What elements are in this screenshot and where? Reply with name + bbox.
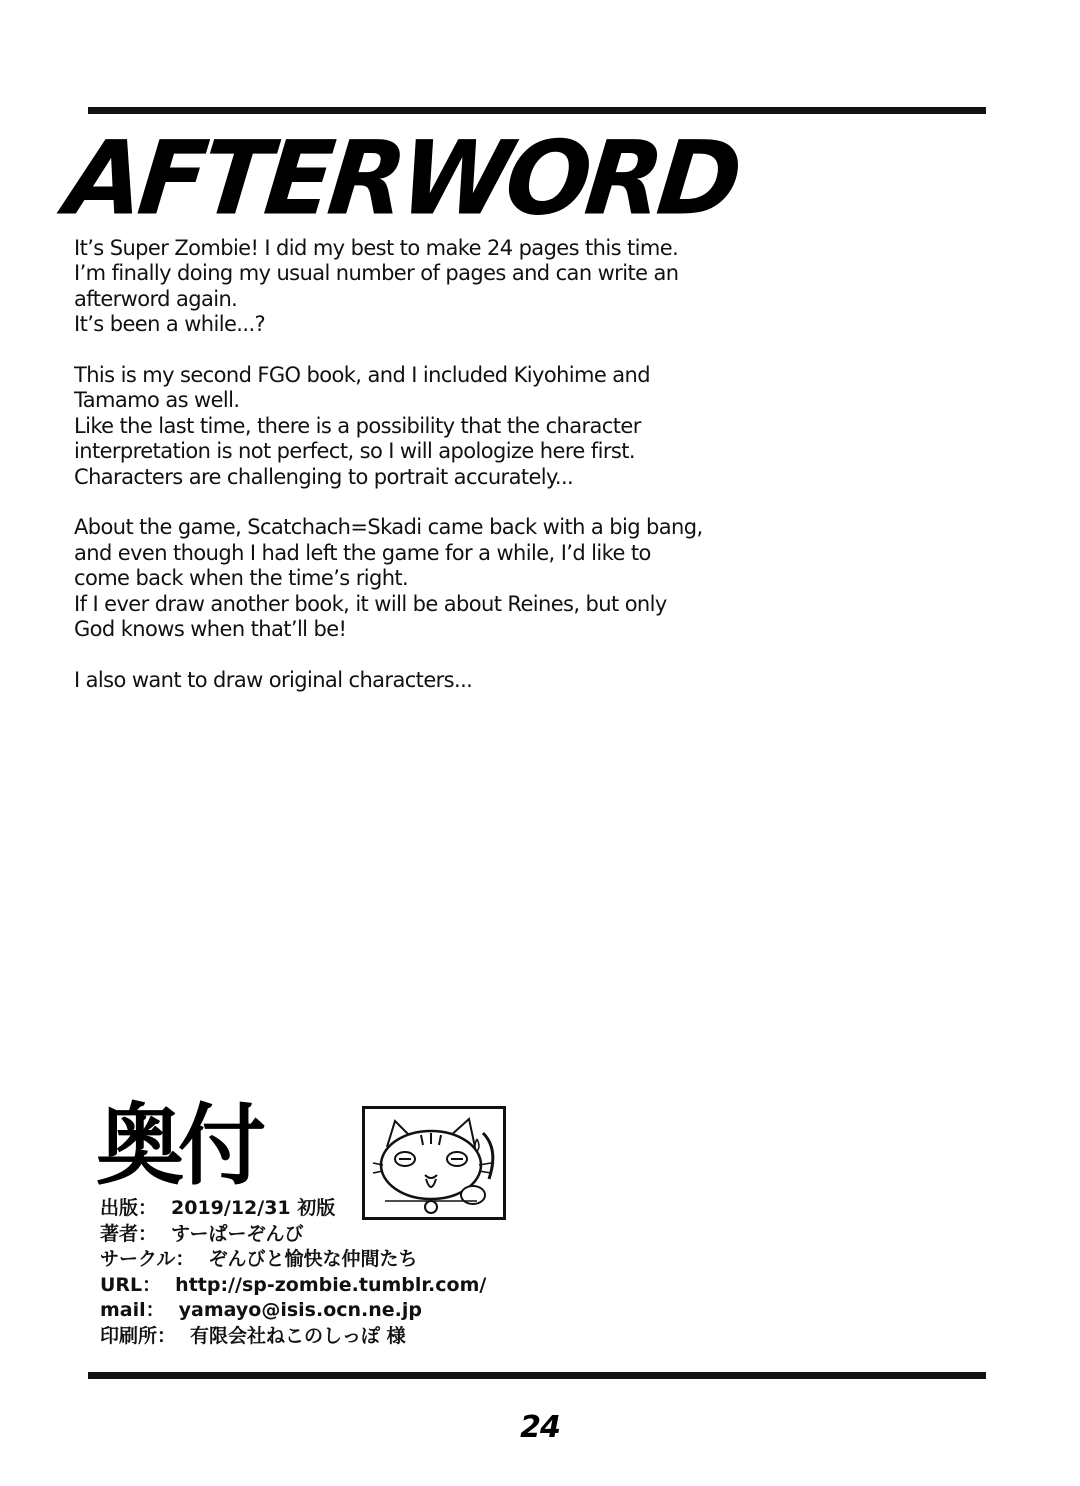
colophon-label: 著者： bbox=[100, 1222, 158, 1245]
text-line: I also want to draw original characters... bbox=[74, 667, 473, 692]
colophon-row-author bbox=[100, 1222, 486, 1248]
text-line: God knows when that’ll be! bbox=[74, 617, 347, 642]
colophon-value: yamayo@isis.ocn.ne.jp bbox=[178, 1299, 423, 1321]
colophon-row-printer bbox=[100, 1324, 486, 1350]
text-line: Characters are challenging to portrait accurately... bbox=[74, 464, 574, 489]
afterword-paragraph bbox=[74, 668, 734, 693]
text-line: come back when the time’s right. bbox=[74, 566, 409, 591]
colophon-value: 有限会社ねこのしっぽ 様 bbox=[190, 1324, 406, 1347]
bottom-rule bbox=[88, 1372, 986, 1379]
colophon-value: すーぱーぞんび bbox=[171, 1222, 304, 1245]
colophon-value: 2019/12/31 初版 bbox=[171, 1197, 336, 1219]
afterword-paragraph bbox=[74, 236, 734, 338]
colophon-details bbox=[100, 1196, 486, 1349]
text-line: It’s Super Zombie! I did my best to make 24 pages this time. bbox=[74, 236, 679, 260]
text-line: Tamamo as well. bbox=[74, 388, 240, 413]
colophon-row-publication bbox=[100, 1196, 486, 1222]
text-line: If I ever draw another book, it will be about Reines, but only bbox=[74, 591, 667, 616]
colophon-label: mail： bbox=[100, 1299, 165, 1321]
text-line: afterword again. bbox=[74, 286, 238, 311]
colophon-value: ぞんびと愉快な仲間たち bbox=[208, 1248, 418, 1270]
page-number: 24 bbox=[520, 1410, 560, 1445]
text-line: and even though I had left the game for a while, I’d like to bbox=[74, 540, 651, 565]
text-line: I’m finally doing my usual number of pages and can write an bbox=[74, 261, 679, 286]
text-line: Like the last time, there is a possibility that the character bbox=[74, 413, 641, 438]
colophon-row-circle bbox=[100, 1247, 486, 1273]
colophon-row-url bbox=[100, 1273, 486, 1299]
afterword-paragraph bbox=[74, 363, 734, 490]
colophon-row-mail bbox=[100, 1298, 486, 1324]
afterword-paragraph bbox=[74, 515, 734, 642]
colophon-title: 奥付 bbox=[96, 1094, 261, 1197]
text-line: This is my second FGO book, and I included Kiyohime and bbox=[74, 363, 650, 388]
text-line: It’s been a while...? bbox=[74, 312, 266, 337]
colophon-label: URL： bbox=[100, 1273, 162, 1296]
colophon-label: サークル： bbox=[100, 1248, 195, 1270]
top-rule bbox=[88, 107, 986, 114]
afterword-body bbox=[74, 236, 734, 719]
text-line: About the game, Scatchach=Skadi came back with a big bang, bbox=[74, 515, 703, 540]
colophon-label: 出版： bbox=[100, 1197, 158, 1219]
text-line: interpretation is not perfect, so I will apologize here first. bbox=[74, 439, 635, 464]
page-title: AFTERWORD bbox=[60, 118, 743, 239]
colophon-value: http://sp-zombie.tumblr.com/ bbox=[175, 1273, 487, 1296]
colophon-label: 印刷所： bbox=[100, 1324, 177, 1347]
